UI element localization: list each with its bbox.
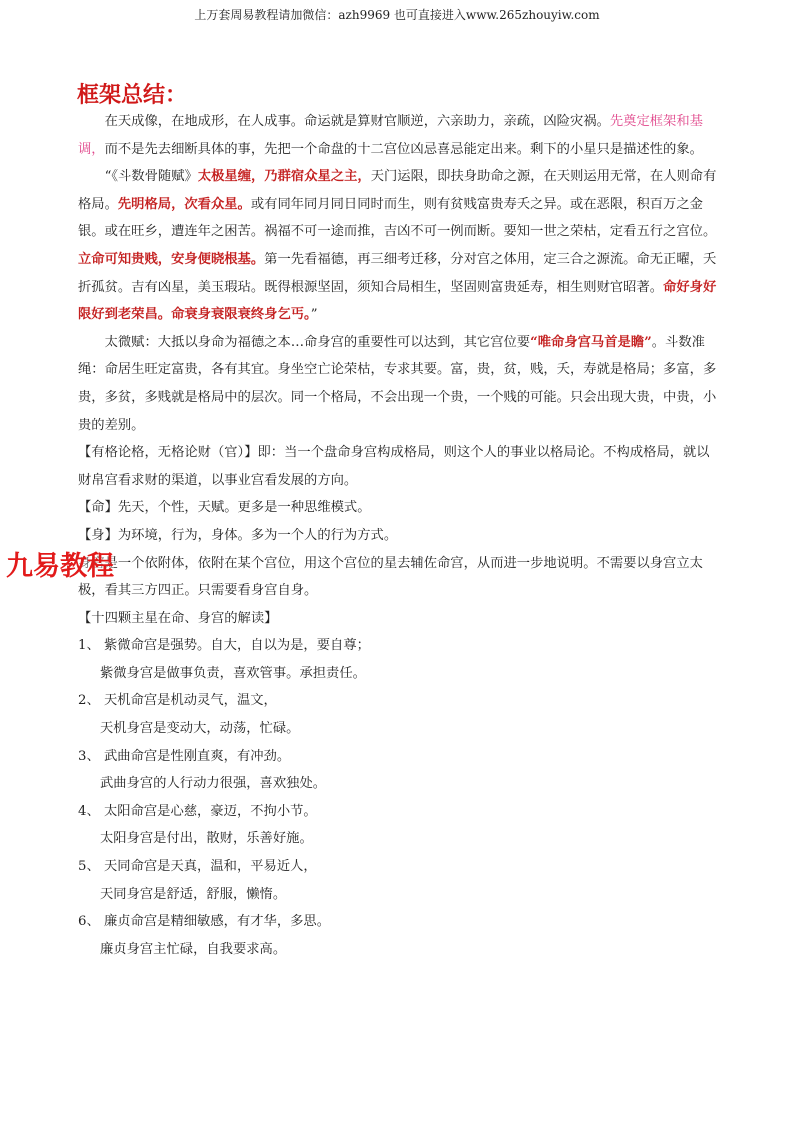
star-item-main: 6、 廉贞命宫是精细敏感，有才华，多思。: [78, 914, 331, 930]
quote-text-5: ”: [310, 307, 318, 323]
paragraph-ming: 【命】先天，个性，天赋。更多是一种思维模式。: [78, 500, 371, 516]
paragraph-shen: 【身】为环境，行为，身体。多为一个人的行为方式。: [78, 527, 398, 543]
star-item-main: 4、 太阳命宫是心慈，豪迈，不拘小节。: [78, 803, 317, 819]
intro-highlight: 先奠定框架和基调，: [78, 114, 703, 157]
paragraph-taiwei: [78, 329, 718, 439]
page-title: 框架总结：: [77, 83, 188, 108]
quote-highlight-2: 先明格局，次看众星。: [117, 196, 251, 212]
watermark-logo: 九易教程: [6, 544, 114, 583]
quote-text-2: 天门运限，即扶身助命之源，在天则运用无常，在人则命有格局。: [78, 169, 717, 212]
paragraph-geju: 【有格论格，无格论财（官）】即：当一个盘命身宫构成格局，则这个人的事业以格局论。不构成格局，就以财帛宫看求财的渠道，以事业宫看发展的方向。: [78, 445, 710, 488]
star-item-sub: 紫微身宫是做事负责，喜欢管事。承担责任。: [100, 665, 366, 681]
taiwei-highlight: “唯命身宫马首是瞻”: [530, 334, 652, 350]
quote-highlight-3: 立命可知贵贱，安身便晓根基。: [78, 251, 265, 267]
taiwei-text-1: 太微赋：大抵以身命为福德之本…命身宫的重要性可以达到，其它宫位要: [104, 334, 531, 350]
star-item-sub: 太阳身宫是付出，散财，乐善好施。: [100, 831, 313, 847]
star-item-main: 5、 天同命宫是天真，温和，平易近人，: [78, 859, 317, 875]
star-item-main: 2、 天机命宫是机动灵气，温文，: [78, 693, 277, 709]
taiwei-text-2: 。斗数准绳：命居生旺定富贵，各有其宜。身坐空亡论荣枯，专求其要。富，贵，贫，贱，夭，寿就是格局；多富，多贵，多贫，多贱就是格局中的层次。同一个格局，不会出现一个贵，一个贱的可能。只会出现大贵，中贵，小贵的差别。: [78, 334, 717, 433]
paragraph-shengong: 身宫是一个依附体，依附在某个宫位，用这个宫位的星去辅佐命宫，从而进一步地说明。不需要以身宫立太极，看其三方四正。只需要看身宫自身。: [78, 555, 703, 599]
intro-text-c: 而不是先去细断具体的事，先把一个命盘的十二宫位凶忌喜忌能定出来。剩下的小星只是描述性的象。: [104, 141, 703, 157]
star-item-sub: 天机身宫是变动大，动荡，忙碌。: [100, 721, 300, 737]
page-header: 上万套周易教程请加微信：azh9969 也可直接进入www.265zhouyiw.com: [194, 8, 600, 22]
star-item-main: 3、 武曲命宫是性刚直爽，有冲劲。: [78, 748, 291, 764]
quote-highlight-1: 太极星缠，乃群宿众星之主，: [197, 169, 371, 185]
document-body: [78, 108, 718, 963]
star-item-main: 1、 紫微命宫是强势。自大，自以为是，要自尊；: [78, 638, 370, 654]
paragraph-quote: [78, 163, 718, 329]
quote-text-1: “《斗数骨随赋》: [104, 169, 198, 185]
list-heading: 【十四颗主星在命、身宫的解读】: [78, 610, 278, 626]
quote-text-3: 或有同年同月同日同时而生，则有贫贱富贵寿夭之异。或在恶限，积百万之金银。或在旺乡，遭连年之困苦。祸福不可一途而推，吉凶不可一例而断。要知一世之荣枯，定看五行之宫位。: [78, 196, 717, 240]
quote-text-4: 第一先看福德，再三细考迁移，分对宫之体用，定三合之源流。命无正曜，夭折孤贫。吉有凶星，美玉瑕玷。既得根源坚固，须知合局相生，坚固则富贵延寿，相生则财官昭著。: [78, 251, 717, 295]
intro-text-a: 在天成像，在地成形，在人成事。命运就是算财官顺逆，六亲助力，亲疏，凶险灾祸。: [104, 114, 610, 129]
paragraph-intro: [78, 108, 718, 163]
star-item-sub: 天同身宫是舒适，舒服，懒惰。: [100, 886, 287, 902]
star-item-sub: 武曲身宫的人行动力很强，喜欢独处。: [100, 776, 327, 792]
star-item-sub: 廉贞身宫主忙碌，自我要求高。: [100, 941, 287, 957]
quote-highlight-4: 命好身好限好到老荣昌。命衰身衰限衰终身乞丐。: [78, 279, 717, 323]
